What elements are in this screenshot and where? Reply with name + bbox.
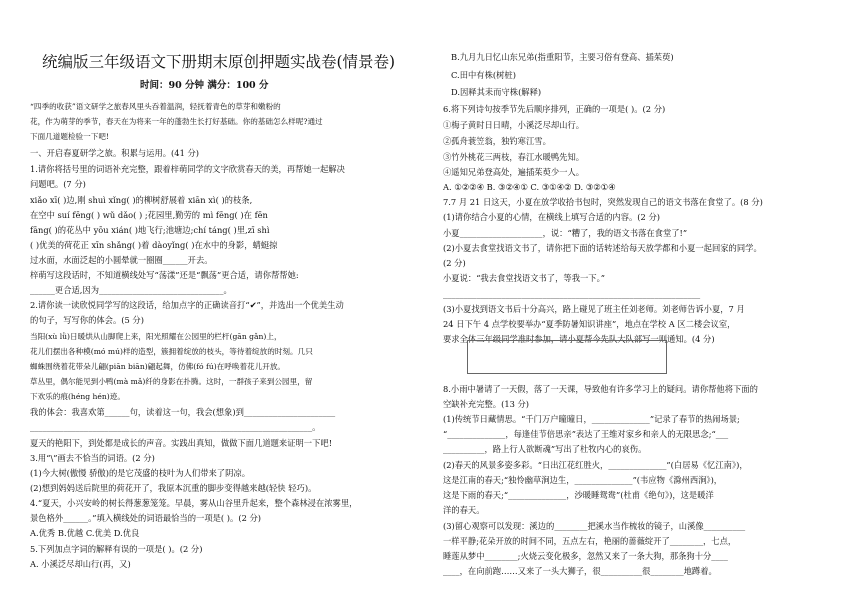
question-line: 这是江南的春天;“独怜幽草涧边生，______________”(韦应物《滁州西涧》)， (443, 475, 723, 485)
question-line: 在空中 suí fēng( ) wǔ dǎo( ) ;花园里,勤劳的 mì fēng( )在 fēn (30, 210, 268, 220)
passage-line: 蜘蛛围绕着花带朵儿翩(piān biān)翩起舞，仿佛(fó fú)在呼唤着花儿开放。 (30, 362, 286, 371)
question-line: 空缺补充完整。(13 分) (443, 399, 530, 409)
question-line: (3)小夏找到语文书后十分高兴，路上碰见了班主任刘老师。刘老师告诉小夏，7 月 (443, 304, 745, 314)
question-line: “______________，每逢佳节倍思亲”表达了王维对家乡和亲人的无限思念;“___ (443, 429, 729, 439)
passage-line: 花儿们摆出各种模(mó mú)样的造型，簇拥着绽放的枝头，等待着绽放的时刻。几只 (30, 347, 313, 356)
question-line: ( )优美的荷花正 xīn shǎng( )着 dàoyǐng( )在水中的身影，蜻蜓掠 (30, 240, 278, 250)
question-line: 7.7 月 21 日这天，小夏在放学收拾书包时，突然发现自己的语文书落在食堂了。(8 分) (443, 197, 763, 207)
question-line: 1.请你将括号里的词语补充完整，跟着梓萌同学的文字欣赏春天的美，再帮她一起解决 (30, 164, 345, 174)
answer-option: A. 小溪泛尽却山行(再，又) (30, 559, 131, 569)
question-line: 梓萌写这段话时，不知道横线处写“荡漾”还是“飘荡”更合适，请你帮帮她: (30, 270, 299, 280)
passage-line: 下欢乐的痕(héng hén)迹。 (30, 392, 125, 401)
question-line: ____，在向前跑……又来了一头大狮子，很__________很________地蹲着。 (443, 566, 717, 576)
answer-option: D.因释其耒而守株(解释) (451, 87, 542, 97)
question-line: (1)传统节日藏情思。“千门万户曈曈日，______________”记录了春节的热闹场景; (443, 414, 740, 424)
question-line: (2)想到妈妈送后院里的荷花开了，我原本沉重的脚步变得越来越(轻快 轻巧)。 (30, 483, 317, 493)
intro-line: “四季的收获”语文研学之旅春风里头吞着温润，轻抚着青色的草芽和嫩粉的 (30, 102, 281, 111)
question-line: (2)春天的风景多姿多彩。“日出江花红胜火，______________”(白居易《忆江南》)， (443, 460, 748, 470)
answer-option: B.九月九日忆山东兄弟(指重阳节，主要习俗有登高、插茱萸) (451, 52, 674, 62)
page-title: 统编版三年级语文下册期末原创押题实战卷(情景卷) (42, 53, 396, 71)
answer-line: ______________________________________________________________ (443, 289, 701, 299)
notice-answer-box[interactable] (467, 340, 667, 374)
poem-line: ③竹外桃花三两枝，春江水暖鸭先知。 (443, 152, 585, 162)
question-line: 问题吧。(7 分) (30, 179, 86, 189)
intro-line: 花，作为萌芽的季节，春天在为将来一年的蓬勃生长打好基础。你的基础怎么样呢?通过 (30, 117, 323, 126)
answer-line: 小夏____________________，说：“糟了，我的语文书落在食堂了!” (443, 228, 688, 238)
exam-time-score: 时间：90 分钟 满分：100 分 (140, 80, 269, 91)
question-line: 8.小雨中暑请了一天假，落了一天课，导致他有许多学习上的疑问。请你帮他将下面的 (443, 384, 758, 394)
question-line: ______更合适,因为______________________________。 (30, 285, 232, 295)
question-line: __________，路上行人欲断魂”写出了杜牧内心的哀伤。 (443, 444, 647, 454)
question-line: 4.“夏天，小兴安岭的树长得葱葱笼笼。早晨，雾从山谷里升起来，整个森林浸在浓雾里， (30, 498, 358, 508)
question-line: 过水面，水面泛起的小圆晕就一圈圈______开去。 (30, 255, 213, 265)
question-line: (1)今大树(傲慢 骄傲)的是它茂盛的枝叶为人们带来了阴凉。 (30, 468, 250, 478)
passage-line: 草丛里，偶尔能见到小鸭(mà mǎ)纤的身影在扑腾。这时，一群孩子来到公园里，留 (30, 377, 313, 386)
question-line: 夏天的艳阳下，到处都是成长的声音。实践出真知，做做下面几道题来证明一下吧! (30, 438, 333, 448)
question-line: (3)留心观察可以发现：溪边的________把溪水当作梳妆的镜子，山溪像__________ (443, 521, 746, 531)
section-heading: 一、开启春夏研学之旅。积累与运用。(41 分) (30, 148, 200, 158)
answer-option: C.田中有株(树桩) (451, 70, 516, 80)
question-line: xiǎo xī( )边,刚 shuì xǐng( )的柳树舒展着 xiān xì( )的枝条, (30, 195, 253, 205)
answer-options: A.优秀 B.优越 C.优美 D.优良 (30, 528, 140, 538)
question-line: 的句子，写写你的体会。(5 分) (30, 315, 144, 325)
question-line: (2 分) (443, 258, 466, 268)
question-line: 睡莲从梦中________;火烧云变化极多，忽然又来了一条大狗，那条狗十分____ (443, 551, 728, 561)
question-line: 一样平静;花朵开放的时间不同，五点左右，艳丽的蔷薇绽开了________，七点， (443, 536, 737, 546)
poem-line: ①梅子黄时日日晴，小溪泛尽却山行。 (443, 120, 585, 130)
question-line: 6.将下列诗句按季节先后顺序排列，正确的一项是( )。(2 分) (443, 104, 666, 114)
answer-line: 我的体会：我喜欢第______句，读着这一句，我会(想象)到______________________ (30, 407, 336, 417)
question-line: (2)小夏去食堂找语文书了，请你把下面的话转述给每天放学都和小夏一起回家的同学。 (443, 243, 762, 253)
question-line: 3.用“\”画去不恰当的词语。(2 分) (30, 453, 155, 463)
quote-line: 小夏说：“我去食堂找语文书了，等我一下。” (443, 273, 605, 283)
question-line: 景色格外______。”填入横线处的词语最恰当的一项是( )。(2 分) (30, 513, 262, 523)
poem-line: ②孤舟蓑笠翁，独钓寒江雪。 (443, 136, 551, 146)
question-line: fāng( )的花丛中 yōu xián( )地飞行;池塘边;chí táng( )里,zī shì (30, 225, 270, 235)
question-line: 要求全体三年级同学准时参加，请小夏帮今先队大队部写一则通知。(4 分) (443, 334, 715, 344)
question-line: (1)请你结合小夏的心情，在横线上填写合适的内容。(2 分) (443, 212, 660, 222)
question-line: 洋的春天。 (443, 505, 485, 515)
question-line: 5.下列加点字词的解释有误的一项是( )。(2 分) (30, 544, 203, 554)
question-line: 2.请你读一读欣悦同学写的这段话，给加点字的正确读音打“✔”，并选出一个优美生动 (30, 300, 344, 310)
poem-line: ④遥知兄弟登高处，遍插茱萸少一人。 (443, 167, 585, 177)
question-line: 这是下雨的春天;“______________，沙暖睡鸳鸯”(杜甫《绝句》)，这是暖洋 (443, 490, 714, 500)
intro-line: 下面几道题检验一下吧! (30, 132, 109, 141)
answer-options: A. ①②②④ B. ③②④① C. ③①④② D. ③②①④ (443, 182, 616, 192)
question-line: 24 日下午 4 点学校要举办“夏季防暑知识讲座”，地点在学校 A 区二楼会议室， (443, 319, 736, 329)
answer-line: ____________________________________________________________________。 (30, 422, 321, 432)
passage-line: 当阳(xù lǜ)日暖烘从山脚爬上来，阳光照耀在公园里的栏杆(gān gǎn)上， (30, 332, 282, 341)
